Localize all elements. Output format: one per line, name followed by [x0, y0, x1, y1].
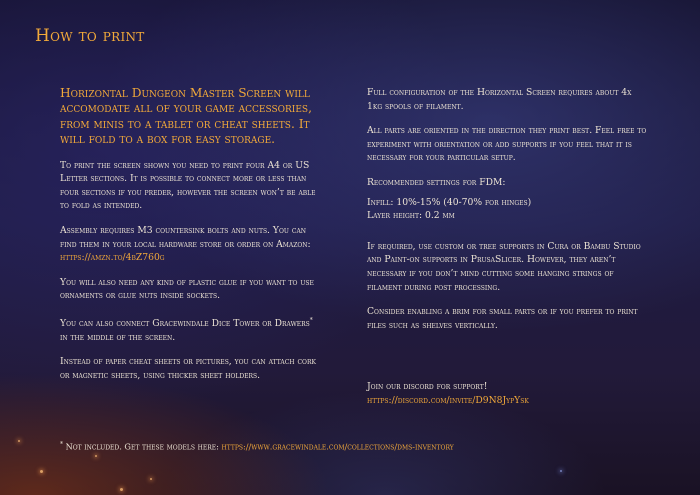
left-column [60, 86, 323, 393]
connect-paragraph [60, 314, 323, 344]
orientation-paragraph: All parts are oriented in the direction they print best. Feel free to experiment with orientation or add supports if you feel that it is necessary for your particular setup. [367, 125, 647, 164]
footnote-link[interactable]: https://www.gracewindale.com/collections/dms-inventory [221, 441, 454, 452]
settings-layer-height: Layer height: 0.2 mm [367, 210, 455, 222]
filament-paragraph: Full configuration of the Horizontal Screen requires about 4x 1kg spools of filament. [367, 87, 632, 112]
intro-paragraph: Horizontal Dungeon Master Screen will accomodate all of your game accessories, from minis to a tablet or cheat sheets. It will fold to a box for easy storage. [60, 86, 312, 147]
footnote [60, 439, 660, 453]
connect-tail: in the middle of the screen. [60, 331, 176, 343]
supports-paragraph: If required, use custom or tree supports in Cura or Bambu Studio and Paint-on supports in PrusaSlicer. However, they aren’t necessary if you don’t mind cutting some hanging strings of filament during post processing. [367, 240, 641, 293]
connect-text: You can also connect Gracewindale Dice Tower or Drawers [60, 318, 310, 330]
settings-infill: Infill: 10%-15% (40-70% for hinges) [367, 196, 532, 208]
assembly-paragraph [60, 224, 323, 265]
footnote-asterisk: * [60, 441, 63, 448]
sparkle-decoration [95, 455, 97, 457]
sparkle-decoration [150, 478, 152, 480]
settings-heading: Recommended settings for FDM: [367, 176, 506, 188]
assembly-text: Assembly requires M3 countersink bolts and nuts. You can find them in your local hardware store or order on Amazon: [60, 225, 311, 250]
settings-block [367, 176, 647, 223]
amazon-link[interactable]: https://amzn.to/4bZ760g [60, 252, 165, 264]
discord-block [367, 380, 647, 407]
sparkle-decoration [40, 470, 43, 473]
sparkle-decoration [120, 488, 123, 491]
discord-link[interactable]: https://discord.com/invite/D9N8JypYsk [367, 394, 529, 406]
footnote-marker: * [309, 316, 313, 324]
cheat-sheets-paragraph: Instead of paper cheat sheets or pictures, you can attach cork or magnetic sheets, using thicker sheet holders. [60, 356, 316, 381]
footnote-text: Not included. Get these models here: [63, 441, 222, 452]
right-column [367, 86, 647, 343]
sparkle-decoration [560, 470, 562, 472]
print-sections-paragraph: To print the screen shown you need to print four A4 or US Letter sections. It is possible to connect more or less than four sections if you preder, however the screen won’t be able to fold as intended. [60, 159, 316, 212]
discord-label: Join our discord for support! [367, 381, 488, 392]
sparkle-decoration [18, 440, 20, 442]
page-title: How to print [35, 26, 145, 46]
glue-paragraph: You will also need any kind of plastic glue if you want to use ornaments or glue nuts inside sockets. [60, 276, 314, 302]
brim-paragraph: Consider enabling a brim for small parts or if you prefer to print files such as shelves vertically. [367, 306, 638, 331]
